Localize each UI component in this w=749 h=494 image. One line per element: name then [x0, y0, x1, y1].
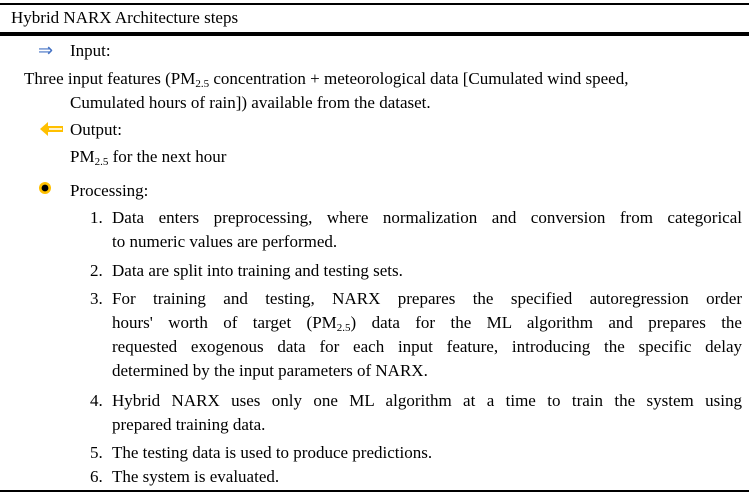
table-bottom-rule [0, 490, 749, 492]
processing-step: 5. The testing data is used to produce predictions. [90, 441, 741, 465]
output-text: $PM_{2.5}$ for the next hour [70, 147, 227, 168]
processing-step: 2. Data are split into training and testing sets. [90, 259, 741, 283]
title-rule [0, 32, 749, 36]
processing-label: Processing: [70, 181, 149, 200]
step-number: 3. [90, 289, 103, 308]
table-title: Hybrid NARX Architecture steps [11, 8, 239, 27]
output-label: Output: [70, 120, 122, 139]
step-number: 6. [90, 467, 103, 486]
step-number: 5. [90, 443, 103, 462]
input-label: Input: [70, 41, 111, 60]
step-number: 1. [90, 208, 103, 227]
right-double-arrow-icon: ⇒ [38, 40, 54, 61]
left-double-arrow-icon [38, 117, 66, 141]
input-line-2: Cumulated hours of rain]) available from the dataset. [70, 93, 431, 112]
processing-step: 3. For training and testing, NARX prepares the specified autoregression order hours' worth of target $(PM_{2.5})$ data for the ML algorithm and prepares the requested exogenous data for each input feature, introducing the specific delay determined by the input parameters of NARX. [90, 289, 742, 380]
table-top-rule [0, 3, 749, 5]
processing-step: 6. The system is evaluated. [90, 465, 741, 489]
processing-step: 1. Data enters preprocessing, where normalization and conversion from categorical to numeric values are performed. [90, 208, 742, 251]
bullet-dot-icon [38, 178, 52, 192]
input-line-1: Three input features ($PM_{2.5}$ concentration + meteorological data [Cumulated wind speed, [24, 69, 629, 90]
step-number: 4. [90, 391, 103, 410]
step-number: 2. [90, 261, 103, 280]
processing-step: 4. Hybrid NARX uses only one ML algorithm at a time to train the system using prepared training data. [90, 391, 742, 434]
